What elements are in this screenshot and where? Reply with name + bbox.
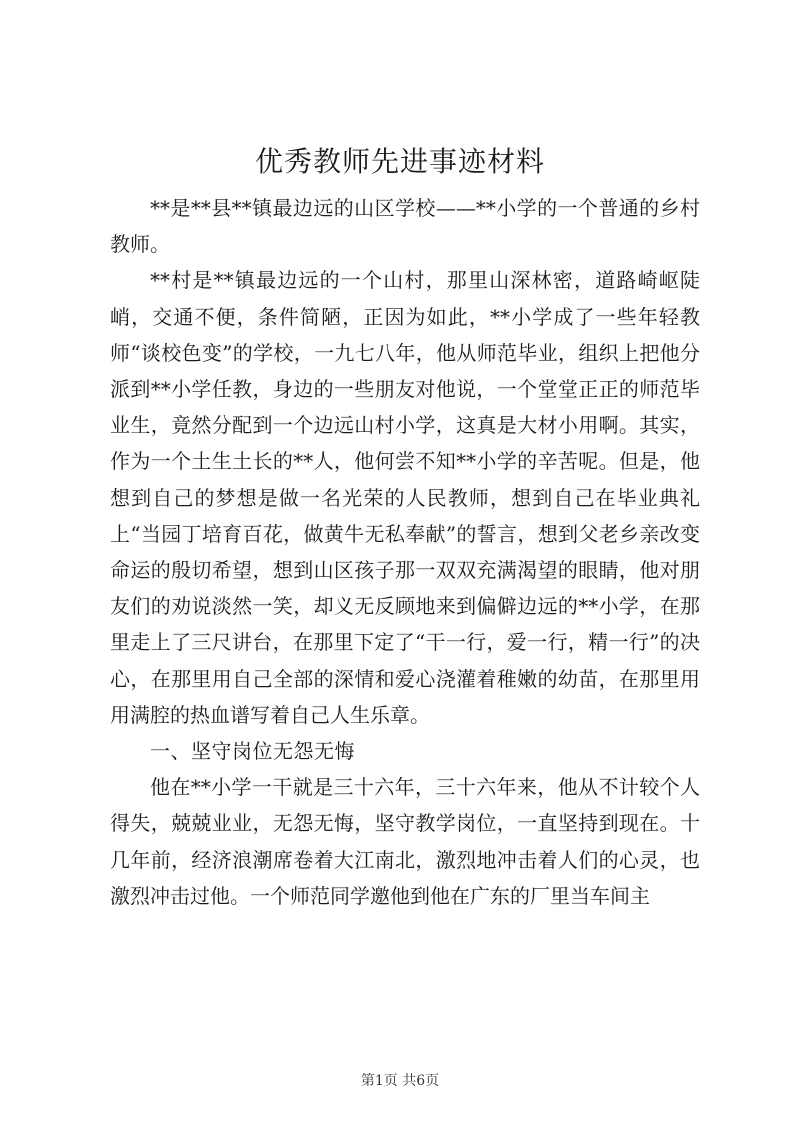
paragraph-section-one: 他在**小学一干就是三十六年，三十六年来，他从不计较个人得失，兢兢业业，无怨无悔，坚守教学岗位，一直坚持到现在。十几年前，经济浪潮席卷着大江南北，激烈地冲击着人们的心灵，也激烈冲击过他。一个师范同学邀他到他在广东的厂里当车间主 [110,775,700,908]
document-body [110,190,700,914]
document-title: 优秀教师先进事迹材料 [254,145,545,178]
paragraph-background: **村是**镇最边远的一个山村，那里山深林密，道路崎岖陡峭，交通不便，条件简陋，正因为如此，**小学成了一些年轻教师“谈校色变”的学校，一九七八年，他从师范毕业，组织上把他分派到**小学任教，身边的一些朋友对他说，一个堂堂正正的师范毕业生，竟然分配到一个边远山村小学，这真是大材小用啊。其实，作为一个土生土长的**人，他何尝不知**小学的辛苦呢。但是，他想到自己的梦想是做一名光荣的人民教师，想到自己在毕业典礼上“当园丁培育百花，做黄牛无私奉献”的誓言，想到父老乡亲改变命运的殷切希望，想到山区孩子那一双双充满渴望的眼睛，他对朋友们的劝说淡然一笑，却义无反顾地来到偏僻边远的**小学，在那里走上了三尺讲台，在那里下定了“干一行，爱一行，精一行”的决心，在那里用自己全部的深情和爱心浇灌着稚嫩的幼苗，在那里用用满腔的热血谱写着自己人生乐章。 [110,268,700,727]
section-heading: 一、坚守岗位无怨无悔 [150,739,355,764]
page-number-footer: 第1页 共6页 [360,1073,440,1089]
paragraph-intro: **是**县**镇最边远的山区学校——**小学的一个普通的乡村教师。 [110,196,700,257]
